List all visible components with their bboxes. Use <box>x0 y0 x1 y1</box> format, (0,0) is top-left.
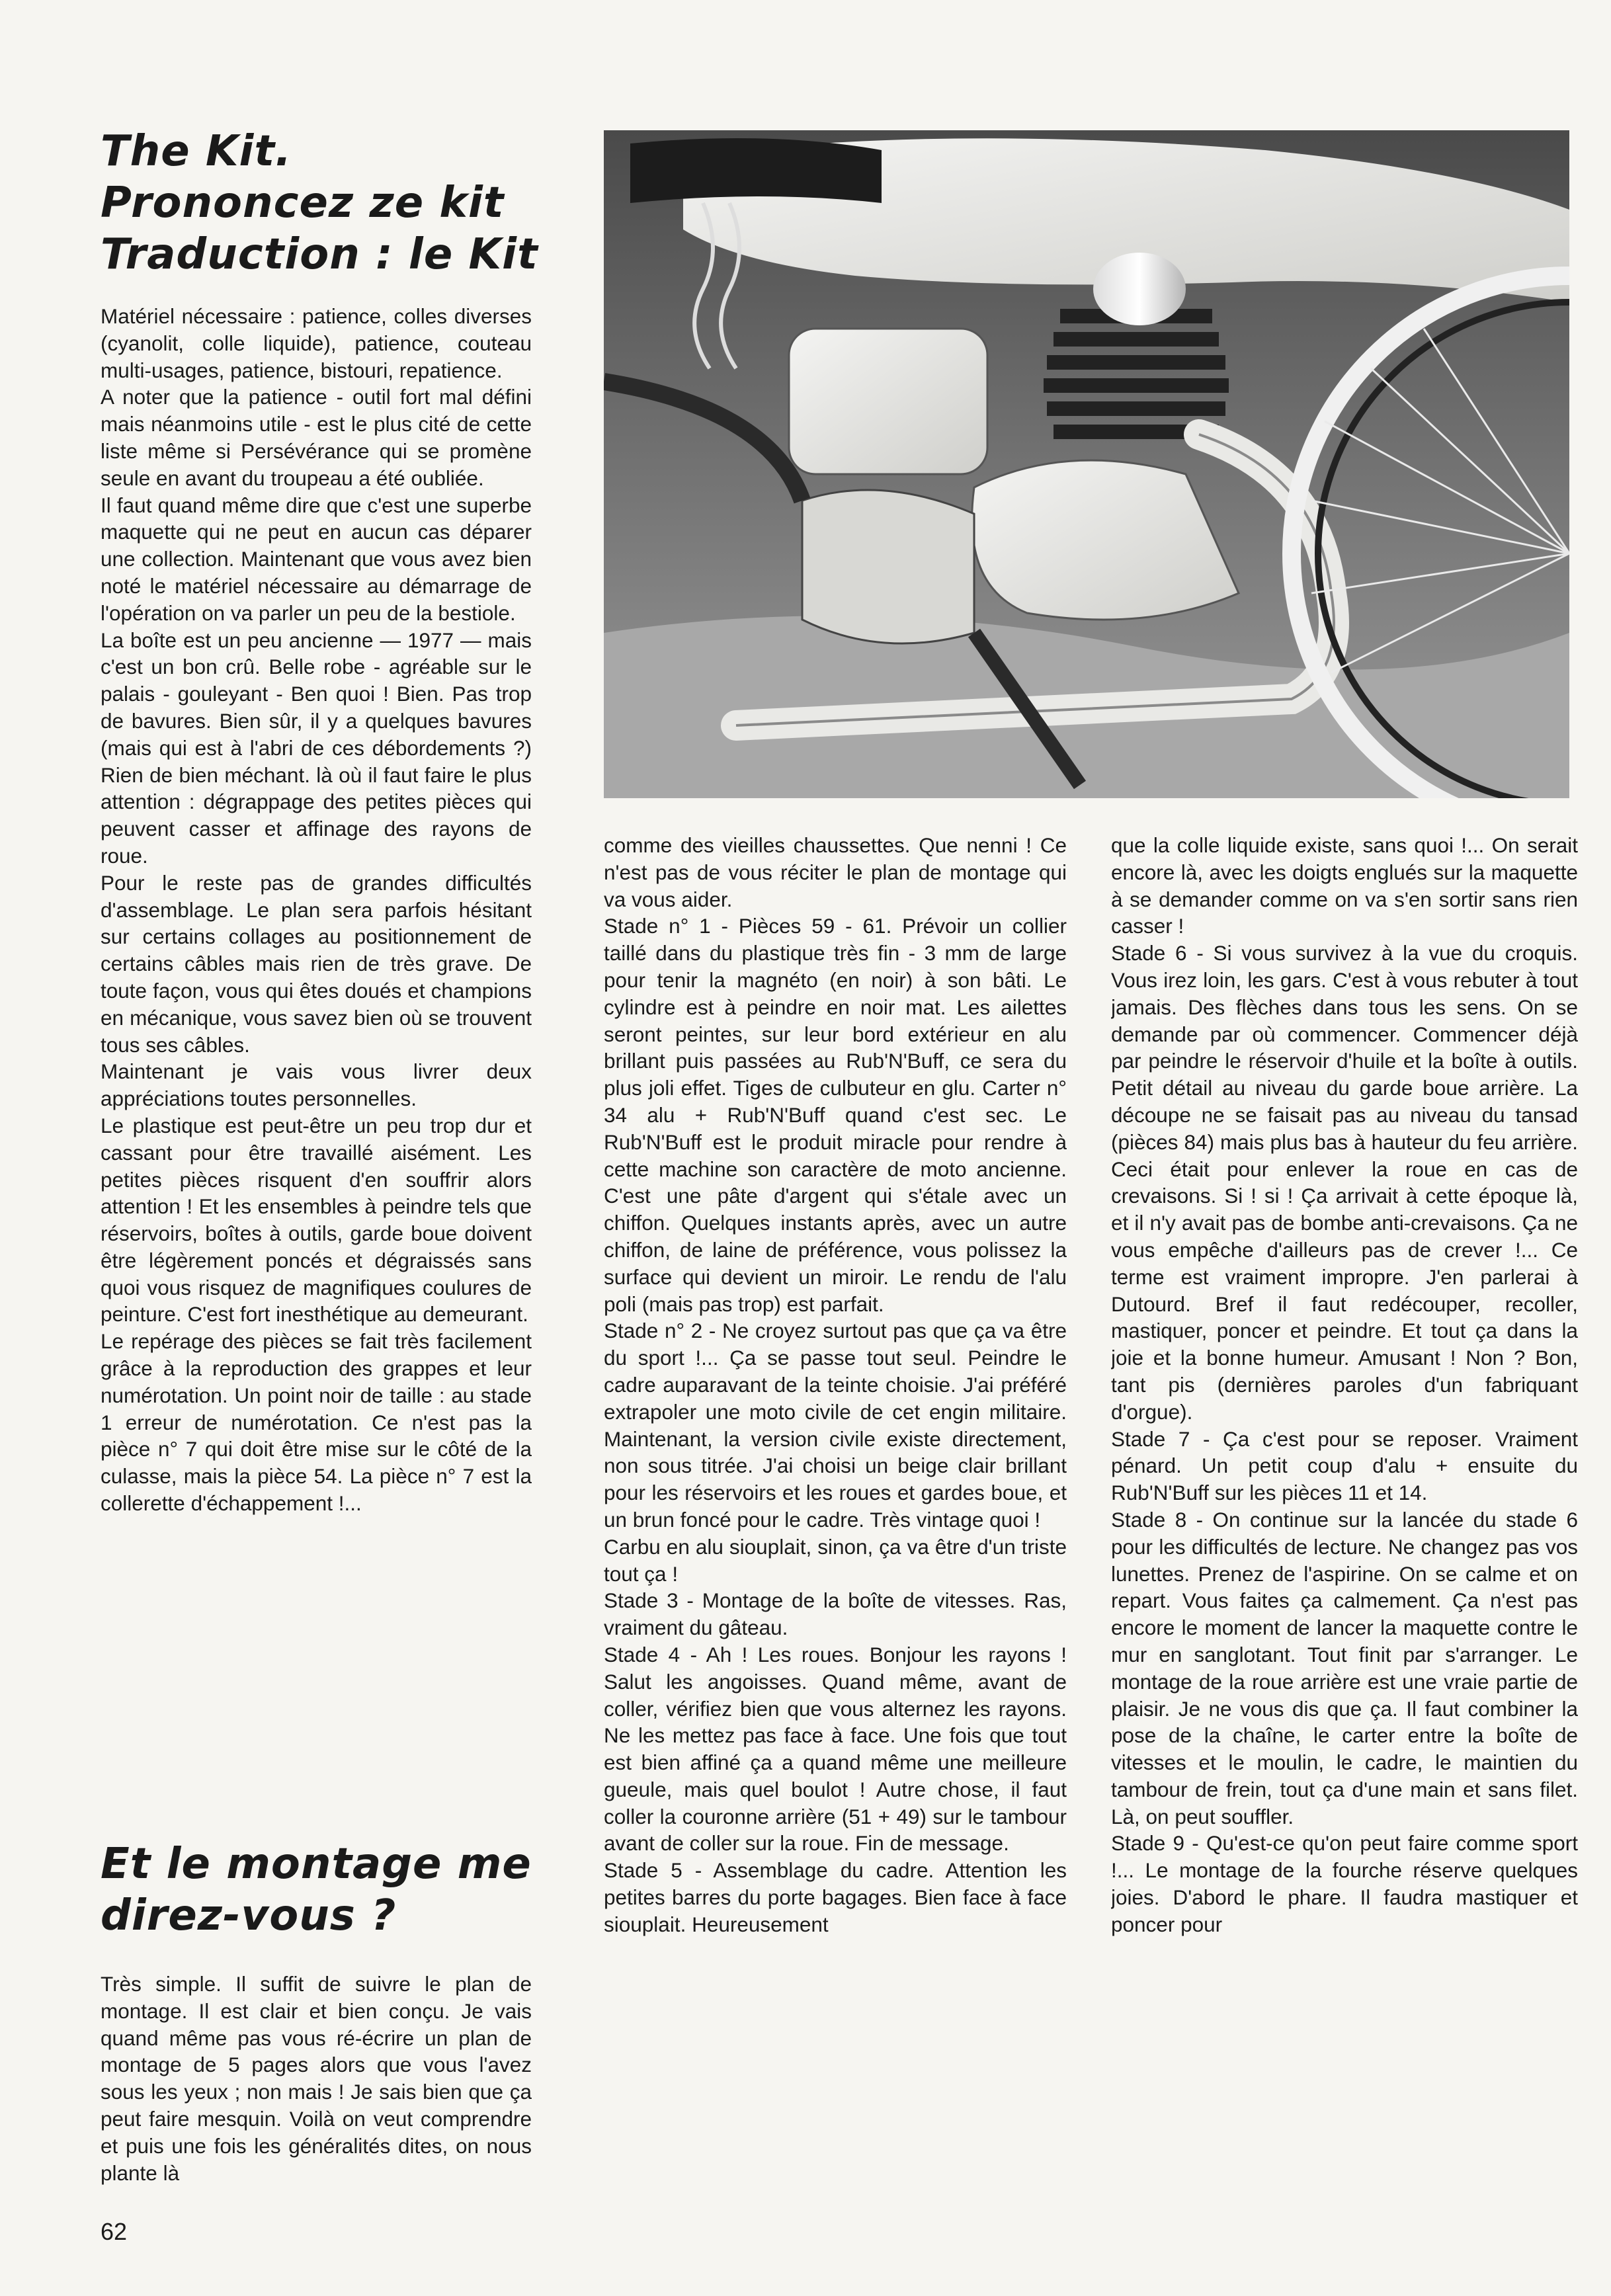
heading-line: direz-vous ? <box>101 1891 397 1940</box>
paragraph: Carbu en alu siouplait, sinon, ça va être d'un triste tout ça ! <box>604 1534 1067 1586</box>
paragraph: Stade n° 1 - Pièces 59 - 61. Prévoir un collier taillé dans du plastique très fin - 3 mm de large pour tenir la magnéto (en noir) à son bâti. Le cylindre est à peindre en noir mat. Les ailettes seront peintes, sur leur bord extérieur en alu brillant puis passées au Rub'N'Buff, ce sera du plus joli effet. Tiges de culbuteur en glu. Carter n° 34 alu + Rub'N'Buff quand c'est sec. Le Rub'N'Buff est le produit miracle pour rendre à cette machine son caractère de moto ancienne. C'est une pâte d'argent qui s'étale avec un chiffon. Quelques instants après, avec un autre chiffon, de laine de préférence, vous polissez la surface qui devient un miroir. Le rendu de l'alu poli (mais pas trop) est parfait. <box>604 914 1067 1316</box>
paragraph: Le repérage des pièces se fait très facilement grâce à la reproduction des grappes et leur numérotation. Un point noir de taille : au stade 1 erreur de numérotation. Ce n'est pas la pièce n° 7 qui doit être mise sur le côté de la culasse, mais la pièce 54. La pièce n° 7 est la collerette d'échappement !... <box>101 1329 532 1516</box>
paragraph: Stade 8 - On continue sur la lancée du stade 6 pour les difficultés de lecture. Ne changez pas vos lunettes. Prenez de l'aspirine. On se calme et on repart. Vous faites ça calmement. Ça n'est pas encore le moment de lancer la maquette contre le mur en sanglotant. Tout finit par s'arranger. Le montage de la roue arrière est une vraie partie de plaisir. Je ne vous dis que ça. Il faut combiner la pose de la chaîne, le carter entre la boîte de vitesses et le moulin, le cadre, le maintien du tambour de frein, tout ça d'une main et sans filet. Là, on peut souffler. <box>1111 1507 1578 1828</box>
heading-line: Et le montage me <box>101 1840 532 1889</box>
paragraph: Pour le reste pas de grandes difficultés d'assemblage. Le plan sera parfois hésitant sur certains collages au positionnement de certains câbles mais rien de très grave. De toute façon, vous qui êtes doués et champions en mécanique, vous savez bien où se trouvent tous ses câbles. <box>101 870 532 1057</box>
paragraph: A noter que la patience - outil fort mal défini mais néanmoins utile - est le plus cité de cette liste même si Persévérance qui se promène seule en avant du troupeau a été oubliée. <box>101 385 532 490</box>
paragraph: Maintenant je vais vous livrer deux appréciations toutes personnelles. <box>101 1059 532 1111</box>
paragraph: Très simple. Il suffit de suivre le plan de montage. Il est clair et bien conçu. Je vais quand même pas vous ré-écrire un plan de montage de 5 pages alors que vous l'avez sous les yeux ; non mais ! Je sais bien que ça peut faire mesquin. Voilà on veut comprendre et puis une fois les généralités dites, on nous plante là <box>101 1972 532 2185</box>
paragraph: comme des vieilles chaussettes. Que nenni ! Ce n'est pas de vous réciter le plan de montage qui va vous aider. <box>604 833 1067 911</box>
paragraph: Stade 6 - Si vous survivez à la vue du croquis. Vous irez loin, les gars. C'est à vous rebuter à tout jamais. Des flèches dans tous les sens. On se demande par où commencer. Commencer déjà par peindre le réservoir d'huile et la boîte à outils. Petit détail au niveau du garde boue arrière. La découpe ne se faisait pas au niveau du tansad (pièces 84) mais plus bas à hauteur du feu arrière. Ceci était pour enlever la roue en cas de crevaisons. Si ! si ! Ça arrivait à cette époque là, et il n'y avait pas de bombe anti-crevaisons. Ça ne vous empêche d'ailleurs pas de crever !... Ce terme est vraiment impropre. J'en parlerai à Dutourd. Bref il faut redécouper, recoller, mastiquer, poncer et peindre. Et tout ça dans la joie et la bonne humeur. Amusant ! Non ? Bon, tant pis (dernières paroles d'un fabriquant d'orgue). <box>1111 941 1578 1424</box>
heading-line: The Kit. <box>101 127 292 176</box>
paragraph: que la colle liquide existe, sans quoi !... On serait encore là, avec les doigts englués sur la maquette à se demander comme on va s'en sortir sans rien casser ! <box>1111 833 1578 938</box>
article-heading-kit <box>101 126 550 280</box>
motorcycle-engine-photo <box>604 130 1569 798</box>
paragraph: Stade 9 - Qu'est-ce qu'on peut faire comme sport !... Le montage de la fourche réserve quelques joies. D'abord le phare. Il faudra mastiquer et poncer pour <box>1111 1831 1578 1936</box>
paragraph: Stade 4 - Ah ! Les roues. Bonjour les rayons ! Salut les angoisses. Quand même, avant de coller, vérifiez bien que vous alternez les rayons. Ne les mettez pas face à face. Une fois que tout est bien affiné ça a quand même une meilleure gueule, mais quel boulot ! Autre chose, il faut coller la couronne arrière (51 + 49) sur le tambour avant de coller sur la roue. Fin de message. <box>604 1642 1067 1856</box>
paragraph: La boîte est un peu ancienne — 1977 — mais c'est un bon crû. Belle robe - agréable sur le palais - gouleyant - Ben quoi ! Bien. Pas trop de bavures. Bien sûr, il y a quelques bavures (mais qui est à l'abri de ces débordements ?) Rien de bien méchant. là où il faut faire le plus attention : dégrappage des petites pièces qui peuvent casser et affinage des rayons de roue. <box>101 628 532 868</box>
paragraph: Le plastique est peut-être un peu trop dur et cassant pour être travaillé aisément. Les petites pièces risquent d'en souffrir alors attention ! Et les ensembles à peindre tels que réservoirs, boîtes à outils, garde boue doivent être légèrement poncés et dégraissés sans quoi vous risquez de magnifiques coulures de peinture. C'est fort inesthétique au demeurant. <box>101 1113 532 1327</box>
heading-line: Traduction : le Kit <box>101 230 538 279</box>
paragraph: Il faut quand même dire que c'est une superbe maquette qui ne peut en aucun cas déparer une collection. Maintenant que vous avez bien noté le matériel nécessaire au démarrage de l'opération on va parler un peu de la bestiole. <box>101 493 532 625</box>
page-number: 62 <box>101 2218 128 2245</box>
photo-illustration <box>604 130 1569 798</box>
text-column-3 <box>1111 832 1578 2197</box>
section-heading-montage <box>101 1838 563 1942</box>
paragraph: Stade 7 - Ça c'est pour se reposer. Vraiment pénard. Un petit coup d'alu + ensuite du Rub'N'Buff sur les pièces 11 et 14. <box>1111 1426 1578 1505</box>
heading-line: Prononcez ze kit <box>101 179 505 227</box>
text-column-1 <box>101 303 532 1807</box>
paragraph: Stade 3 - Montage de la boîte de vitesses. Ras, vraiment du gâteau. <box>604 1588 1067 1640</box>
text-column-1-continued <box>101 1971 532 2209</box>
paragraph: Stade n° 2 - Ne croyez surtout pas que ça va être du sport !... Ça se passe tout seul. Peindre le cadre auparavant de la teinte choisie. J'ai préféré extrapoler une moto civile de cet engin militaire. Maintenant, la version civile existe directement, non sous titrée. J'ai choisi un beige clair brillant pour les réservoirs et les roues et gardes boue, et un brun foncé pour le cadre. Très vintage quoi ! <box>604 1319 1067 1532</box>
paragraph: Stade 5 - Assemblage du cadre. Attention les petites barres du porte bagages. Bien face à face siouplait. Heureusement <box>604 1858 1067 1936</box>
text-column-2 <box>604 832 1067 2172</box>
paragraph: Matériel nécessaire : patience, colles diverses (cyanolit, colle liquide), patience, couteau multi-usages, patience, bistouri, repatience. <box>101 304 532 382</box>
